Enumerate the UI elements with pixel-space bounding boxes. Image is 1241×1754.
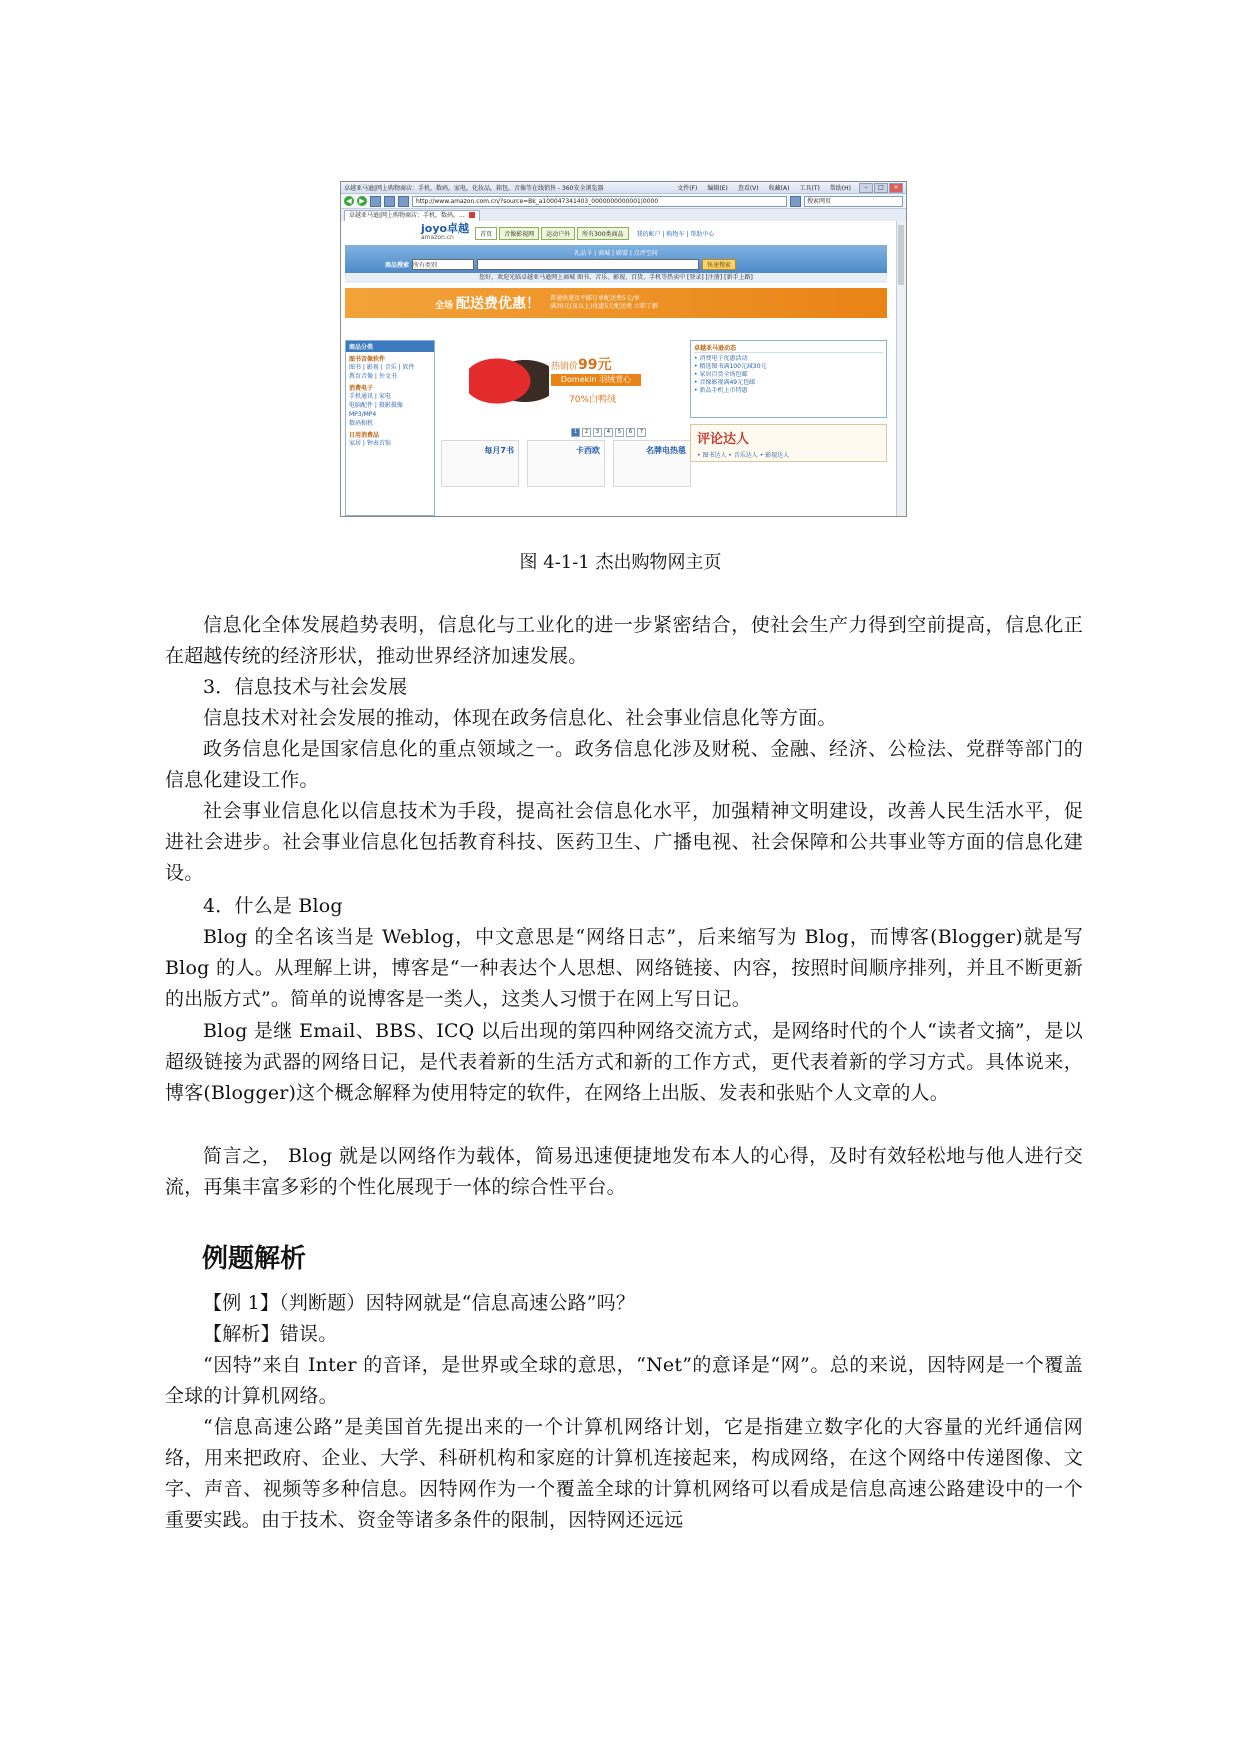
site-tab-home[interactable]: 首页 <box>475 227 497 240</box>
category-link[interactable]: 手机通讯 | 家电 <box>349 393 391 400</box>
news-column <box>690 340 887 516</box>
minimize-icon[interactable]: – <box>859 183 873 193</box>
category-electronics[interactable]: 消费电子 <box>349 385 374 392</box>
example-question: 【例 1】（判断题）因特网就是“信息高速公路”吗？ <box>203 1292 636 1314</box>
menu-help[interactable]: 帮助(H) <box>829 185 851 192</box>
browser-toolbar <box>341 194 906 209</box>
paragraph: 简言之， Blog 就是以网络作为载体，简易迅速便捷地发布本人的心得，及时有效轻松地与他人进行交流，再集丰富多彩的个性化展现于一体的综合性平台。 <box>165 1145 1083 1198</box>
news-header: 卓越亚马逊动态 <box>694 343 883 353</box>
browser-window-title: 卓越亚马逊|网上购物商店：手机，数码，家电，化妆品，箱包，音像等在线销售 - 360安全浏览器 <box>344 185 604 192</box>
maximize-icon[interactable]: □ <box>874 183 888 193</box>
category-header: 商品分类 <box>346 341 434 352</box>
pager-item[interactable]: 7 <box>637 428 646 437</box>
scrollbar-thumb[interactable] <box>898 225 904 285</box>
section-heading: 例题解析 <box>202 1244 307 1274</box>
home-icon[interactable] <box>398 196 409 207</box>
browser-search-input[interactable]: 搜索网页 <box>804 196 903 207</box>
promo-thumbnails <box>441 440 691 487</box>
forward-arrow-icon[interactable]: ▶ <box>357 196 367 206</box>
pager-item[interactable]: 5 <box>615 428 624 437</box>
promo-pager <box>571 428 646 437</box>
category-link[interactable]: 家居 | 钟表首饰 <box>349 440 391 447</box>
news-item[interactable]: • 新品手机上市特惠 <box>694 387 748 394</box>
tab-close-icon[interactable] <box>469 212 475 218</box>
news-item[interactable]: • 家居百货全场包邮 <box>694 371 748 378</box>
thumb-blanket[interactable]: 名牌电热毯 <box>613 440 691 487</box>
site-content <box>345 340 887 516</box>
pager-item[interactable]: 3 <box>593 428 602 437</box>
figure-caption: 图 4-1-1 杰出购物网主页 <box>519 552 722 573</box>
review-links[interactable]: • 图书达人 • 音乐达人 • 影视达人 <box>697 452 790 459</box>
category-link[interactable]: 数码相机 <box>349 420 374 427</box>
paragraph: “因特”来自 Inter 的音译，是世界或全球的意思，“Net”的意译是“网”。总的来说，因特网是一个覆盖全球的计算机网络。 <box>165 1354 1083 1407</box>
address-bar-input[interactable]: http://www.amazon.com.cn/?source=Bk_a100047341403_0000000000001|0000 <box>412 196 787 207</box>
promo-brand[interactable]: Domekin 羽绒背心 <box>551 374 641 386</box>
banner-title: 全场 配送费优惠！ <box>435 296 541 312</box>
menu-file[interactable]: 文件(F) <box>677 185 698 192</box>
category-link[interactable]: MP3/MP4 <box>349 411 377 418</box>
review-title: 评论达人 <box>697 432 750 447</box>
site-links-row[interactable]: 礼品卡 | 商城 | 联盟 | 点评空间 <box>574 250 658 257</box>
close-icon[interactable]: × <box>889 183 903 193</box>
paragraph: Blog 是继 Email、BBS、ICQ 以后出现的第四种网络交流方式，是网络时代的个人“读者文摘”，是以超级链接为武器的网络日记，是代表着新的生活方式和新的工作方式，更代表着新的学习方式。具体说来，博客(Blogger)这个概念解释为使用特定的软件，在网络上出版、发表和张贴个人文章的人。 <box>165 1020 1083 1104</box>
shipping-banner[interactable] <box>345 288 887 318</box>
pager-item[interactable]: 4 <box>604 428 613 437</box>
pager-item[interactable]: 2 <box>582 428 591 437</box>
news-item[interactable]: • 音像影视满49元包邮 <box>694 379 756 386</box>
paragraph: “信息高速公路”是美国首先提出来的一个计算机网络计划，它是指建立数字化的大容量的光纤通信网络，用来把政府、企业、大学、科研机构和家庭的计算机连接起来，构成网络，在这个网络中传递图像、文字、声音、视频等多种信息。因特网作为一个覆盖全球的计算机网络可以看成是信息高速公路建设中的一个重要实践。由于技术、资金等诸多条件的限制，因特网还远远 <box>165 1416 1083 1531</box>
category-link[interactable]: 图书 | 影视 | 音乐 | 软件 <box>349 364 415 371</box>
news-item[interactable]: • 精选图书满100元减30元 <box>694 363 767 370</box>
page-scrollbar[interactable] <box>896 221 906 516</box>
banner-note: 普通快递及平邮订单配送费5元/单 满30元(及以上)优惠5元配送费 立即了解 <box>550 295 659 310</box>
site-welcome-line: 您好，欢迎光临卓越亚马逊网上商城 图书、音乐、影视、百货、手机等热卖中 [登录] [注册] [新手上路] <box>345 273 887 283</box>
promo-price: 热销价99元 <box>551 357 612 373</box>
site-logo[interactable]: joyo卓越 amazon.cn <box>421 222 470 241</box>
menu-tools[interactable]: 工具(T) <box>799 185 820 192</box>
menu-favorites[interactable]: 收藏(A) <box>768 185 790 192</box>
site-search-label: 商品搜索 <box>385 262 410 269</box>
paragraph: 政务信息化是国家信息化的重点领域之一。政务信息化涉及财税、金融、经济、公检法、党群等部门的信息化建设工作。 <box>165 738 1083 791</box>
news-box <box>690 340 887 418</box>
menu-edit[interactable]: 编辑(E) <box>707 185 728 192</box>
site-header <box>341 221 897 245</box>
stop-icon[interactable] <box>370 196 381 207</box>
category-link[interactable]: 电脑配件 | 摄影摄像 <box>349 402 403 409</box>
window-controls <box>859 183 903 193</box>
news-item[interactable]: • 消费电子优惠活动 <box>694 355 748 362</box>
browser-titlebar <box>341 182 906 194</box>
browser-tab[interactable] <box>344 210 480 221</box>
vest-product-image[interactable] <box>469 346 549 416</box>
site-search-input[interactable] <box>477 259 699 270</box>
back-arrow-icon[interactable]: ◀ <box>344 196 354 206</box>
paragraph: 社会事业信息化以信息技术为手段，提高社会信息化水平，加强精神文明建设，改善人民生活水平，促进社会进步。社会事业信息化包括教育科技、医药卫生、广播电视、社会保障和公共事业等方面的信息化建设。 <box>165 800 1083 884</box>
category-link[interactable]: 教育音像 | 外文书 <box>349 373 397 380</box>
paragraph: Blog 的全名该当是 Weblog，中文意思是“网络日志”，后来缩写为 Blog，而博客(Blogger)就是写 Blog 的人。从理解上讲，博客是“一种表达个人思想、网络链接、内容，按照时间顺序排列，并且不断更新的出版方式”。简单的说博客是一类人，这类人习惯于在网上写日记。 <box>165 926 1083 1010</box>
category-sidebar <box>345 340 435 516</box>
category-daily[interactable]: 日用消费品 <box>349 432 380 439</box>
example-answer: 【解析】错误。 <box>203 1323 338 1345</box>
site-tab-all[interactable]: 所有300类商品 <box>577 227 628 240</box>
pager-item[interactable]: 6 <box>626 428 635 437</box>
thumb-watch[interactable]: 卡西欧 <box>527 440 605 487</box>
paragraph: 信息技术对社会发展的推动，体现在政务信息化、社会事业信息化等方面。 <box>203 707 837 729</box>
web-page <box>341 221 897 516</box>
section-title-4: 4．什么是 Blog <box>203 895 343 917</box>
site-top-links[interactable]: 我的帐户 | 购物车 | 帮助中心 <box>636 230 715 238</box>
promo-detail: 70%白鸭绒 <box>569 395 617 405</box>
go-icon[interactable] <box>790 196 801 207</box>
pager-item[interactable]: 1 <box>571 428 580 437</box>
section-title-3: 3．信息技术与社会发展 <box>203 676 408 698</box>
site-search <box>385 259 736 270</box>
review-box[interactable] <box>690 424 887 462</box>
browser-menu <box>667 183 851 192</box>
site-search-bar <box>345 245 887 283</box>
site-tab-media[interactable]: 音像影视网 <box>499 227 539 240</box>
menu-view[interactable]: 查看(V) <box>737 185 759 192</box>
browser-tab-label: 卓越亚马逊|网上购物商店：手机，数码，... <box>349 211 465 219</box>
paragraph: 信息化全体发展趋势表明，信息化与工业化的进一步紧密结合，使社会生产力得到空前提高，信息化正在超越传统的经济形状，推动世界经济加速发展。 <box>165 614 1083 667</box>
promo-area <box>441 340 686 516</box>
refresh-icon[interactable] <box>384 196 395 207</box>
figure-screenshot <box>340 181 907 517</box>
site-search-button[interactable]: 快速搜索 <box>702 259 736 270</box>
site-tab-outdoor[interactable]: 运动户外 <box>541 227 575 240</box>
category-books[interactable]: 图书音像软件 <box>349 356 386 363</box>
site-category-select[interactable]: 所有类别 <box>412 259 474 270</box>
thumb-books[interactable]: 每月7书 <box>441 440 519 487</box>
